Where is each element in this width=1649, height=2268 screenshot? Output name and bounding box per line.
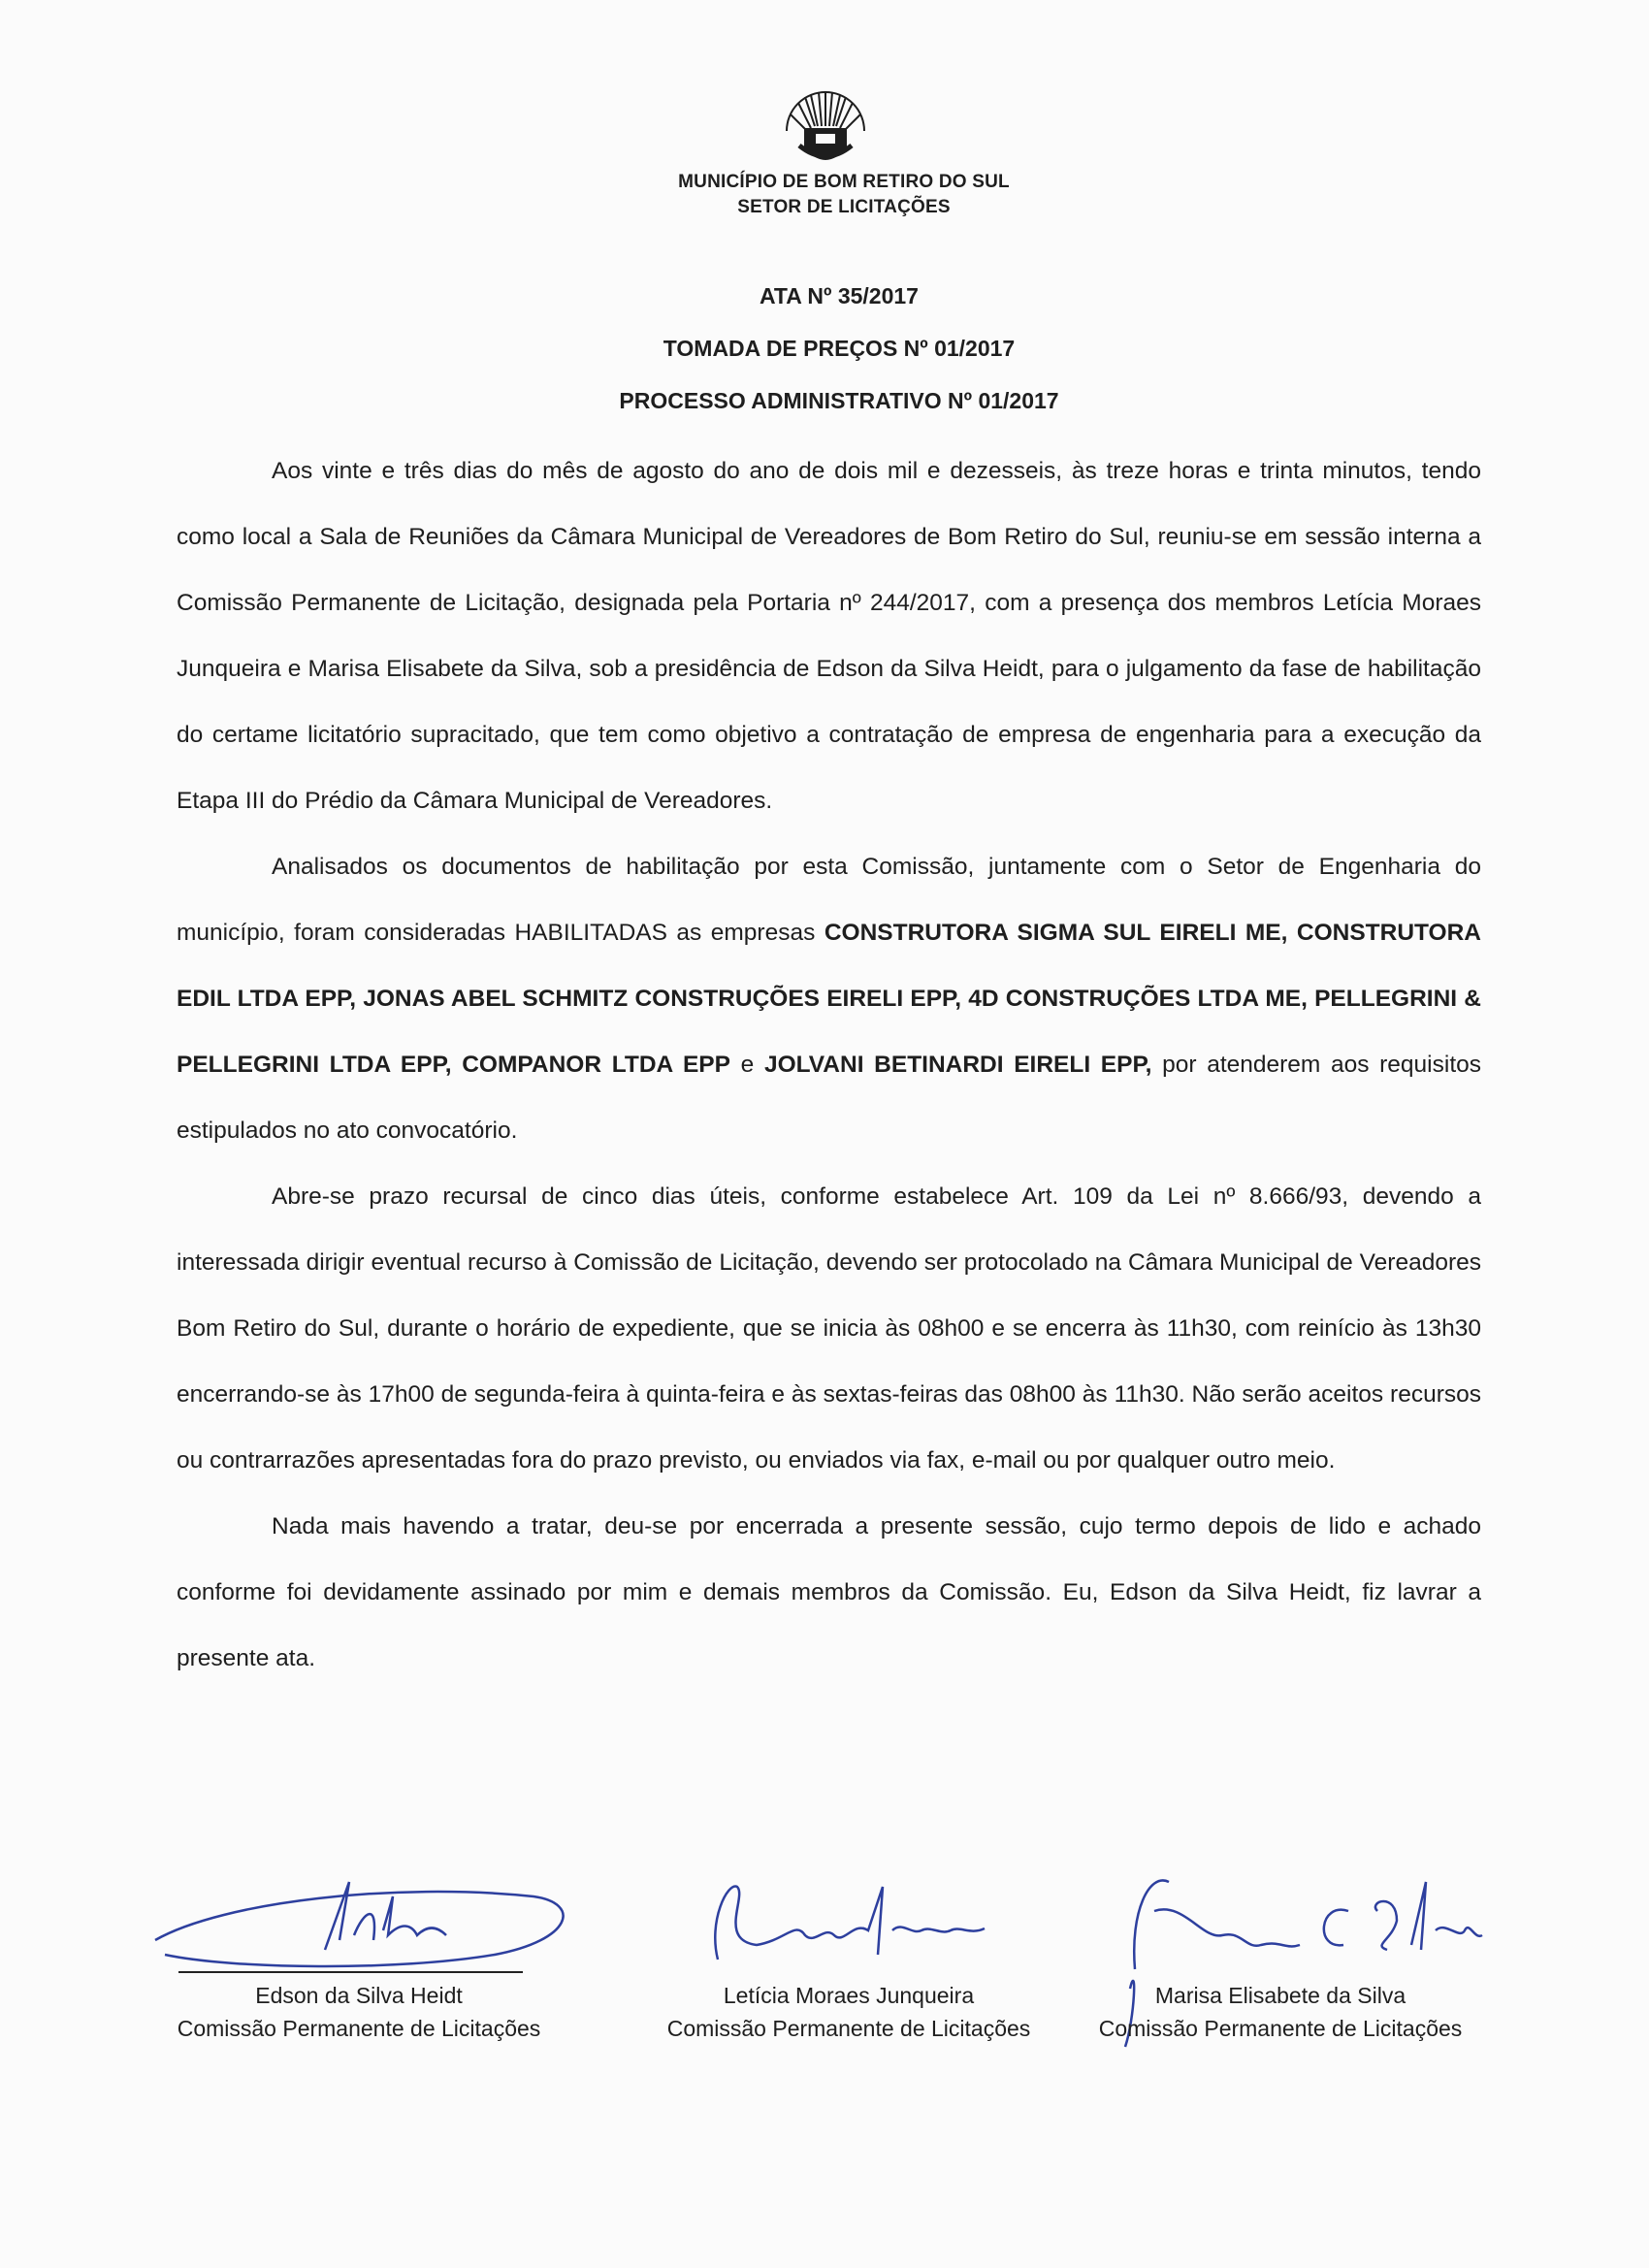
document-body — [177, 438, 1481, 1692]
paragraph-session-opening: Aos vinte e três dias do mês de agosto do ano de dois mil e dezesseis, às treze horas e trinta minutos, tendo como local a Sala de Reuniões da Câmara Municipal de Vereadores de Bom Retiro do Sul, reuniu-se em sessão interna a Comissão Permanente de Licitação, designada pela Portaria nº 244/2017, com a presença dos membros Letícia Moraes Junqueira e Marisa Elisabete da Silva, sob a presidência de Edson da Silva Heidt, para o julgamento da fase de habilitação do certame licitatório supracitado, que tem como objetivo a contratação de empresa de engenharia para a execução da Etapa III do Prédio da Câmara Municipal de Vereadores. — [177, 458, 1481, 814]
last-qualified-company: JOLVANI BETINARDI EIRELI EPP, — [763, 1052, 1152, 1078]
signatory-name: Marisa Elisabete da Silva — [1154, 1983, 1406, 2008]
signatures-area — [146, 1843, 1504, 2066]
signatory-role: Comissão Permanente de Licitações — [1098, 2016, 1463, 2041]
tomada-de-precos-number: TOMADA DE PREÇOS Nº 01/2017 — [663, 336, 1016, 361]
municipality-name: MUNICÍPIO DE BOM RETIRO DO SUL — [678, 172, 1010, 192]
signature-edson-scribble — [146, 1843, 582, 1989]
signatory-name: Edson da Silva Heidt — [255, 1983, 463, 2008]
signatory-name: Letícia Moraes Junqueira — [723, 1983, 975, 2008]
processo-number: PROCESSO ADMINISTRATIVO Nº 01/2017 — [619, 388, 1059, 413]
department-name: SETOR DE LICITAÇÕES — [737, 197, 951, 217]
ata-number: ATA Nº 35/2017 — [760, 283, 919, 308]
habilitation-intro: Analisados os documentos de habilitação por esta Comissão, juntamente com o Setor de Engenharia do município, foram consideradas HABILITADAS as empresas — [177, 854, 1481, 946]
signature-leticia-scribble — [698, 1843, 1009, 1989]
conjunction: e — [730, 1052, 764, 1078]
signature-block-leticia — [660, 1979, 1038, 2045]
paragraph-appeal-period: Abre-se prazo recursal de cinco dias úteis, conforme estabelece Art. 109 da Lei nº 8.666/93, devendo a interessada dirigir eventual recurso à Comissão de Licitação, devendo ser protocolado na Câmara Municipal de Vereadores Bom Retiro do Sul, durante o horário de expediente, que se inicia às 08h00 e se encerra às 11h30, com reinício às 13h30 encerrando-se às 17h00 de segunda-feira à quinta-feira e às sextas-feiras das 08h00 às 11h30. Não serão aceitos recursos ou contrarrazões apresentadas fora do prazo previsto, ou enviados via fax, e-mail ou por qualquer outro meio. — [177, 1183, 1481, 1474]
document-header — [0, 170, 1649, 220]
signature-block-marisa — [1077, 1979, 1484, 2045]
paragraph-closing: Nada mais havendo a tratar, deu-se por encerrada a presente sessão, cujo termo depois de lido e achado conforme foi devidamente assinado por mim e demais membros da Comissão. Eu, Edson da Silva Heidt, fiz lavrar a presente ata. — [177, 1513, 1481, 1671]
paragraph-habilitation — [177, 834, 1481, 1164]
qualified-companies: CONSTRUTORA SIGMA SUL EIRELI ME, CONSTRUTORA EDIL LTDA EPP, JONAS ABEL SCHMITZ CONSTRUÇÕES EIRELI EPP, 4D CONSTRUÇÕES LTDA ME, PELLEGRINI & PELLEGRINI LTDA EPP, COMPANOR LTDA EPP — [177, 920, 1481, 1078]
municipal-coat-of-arms-icon — [772, 78, 879, 175]
signatory-role: Comissão Permanente de Licitações — [666, 2016, 1031, 2041]
signature-block-edson — [146, 1979, 572, 2045]
document-titles — [0, 270, 1649, 427]
signature-line-edson — [178, 1971, 523, 1973]
habilitation-reason: por atenderem aos requisitos estipulados no ato convocatório. — [177, 1052, 1482, 1144]
signatory-role: Comissão Permanente de Licitações — [177, 2016, 541, 2041]
